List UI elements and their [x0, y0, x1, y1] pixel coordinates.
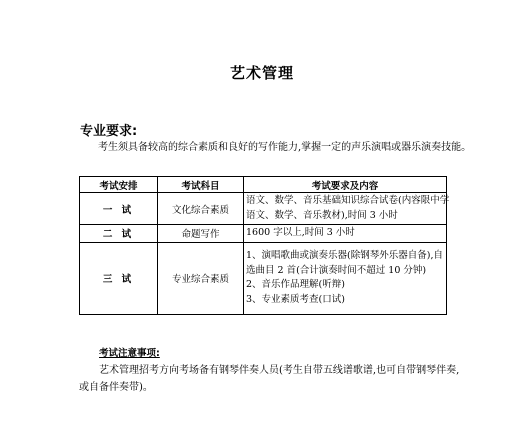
requirement-line: 语文、数学、音乐基础知识综合试卷(内容限中学 [246, 195, 450, 206]
notes-line: 艺术管理招考方向考场备有钢琴伴奏人员(考生自带五线谱歌谱,也可自带钢琴伴奏, [99, 365, 460, 376]
row-requirements [244, 225, 447, 243]
requirement-line: 语文、数学、音乐教材),时间 3 小时 [246, 209, 398, 221]
intro-paragraph: 考生须具备较高的综合素质和良好的写作能力,掌握一定的声乐演唱或器乐演奏技能。 [98, 142, 472, 153]
row-subject: 命题写作 [158, 225, 244, 243]
table-row [80, 225, 447, 243]
row-arrangement: 三 试 [80, 242, 158, 314]
row-requirements [244, 193, 450, 225]
row-requirements [244, 242, 447, 314]
requirement-line: 1、演唱歌曲或演奏乐器(除钢琴外乐器自备),自 [246, 250, 443, 261]
header-requirements: 考试要求及内容 [244, 177, 447, 193]
notes-heading: 考试注意事项: [99, 348, 160, 359]
section-heading: 专业要求: [80, 124, 138, 139]
page-title: 艺术管理 [229, 64, 294, 82]
requirement-line: 选曲目 2 首(合计演奏时间不超过 10 分钟) [246, 264, 427, 276]
row-subject: 文化综合素质 [158, 193, 244, 225]
row-arrangement: 二 试 [80, 225, 158, 243]
requirement-line: 2、音乐作品理解(听辩) [246, 279, 345, 290]
header-subject: 考试科目 [158, 177, 244, 193]
row-arrangement: 一 试 [80, 193, 158, 225]
header-arrangement: 考试安排 [80, 177, 158, 193]
row-subject: 专业综合素质 [158, 242, 244, 314]
exam-table [79, 176, 450, 315]
table-header-row [80, 177, 447, 193]
requirement-line: 1600 字以上,时间 3 小时 [246, 227, 355, 238]
table-row [80, 193, 447, 225]
table-row [80, 242, 447, 314]
requirement-line: 3、专业素质考查(口试) [246, 293, 345, 305]
notes-line: 或自备伴奏带)。 [79, 382, 153, 393]
notes-paragraph [79, 362, 459, 396]
